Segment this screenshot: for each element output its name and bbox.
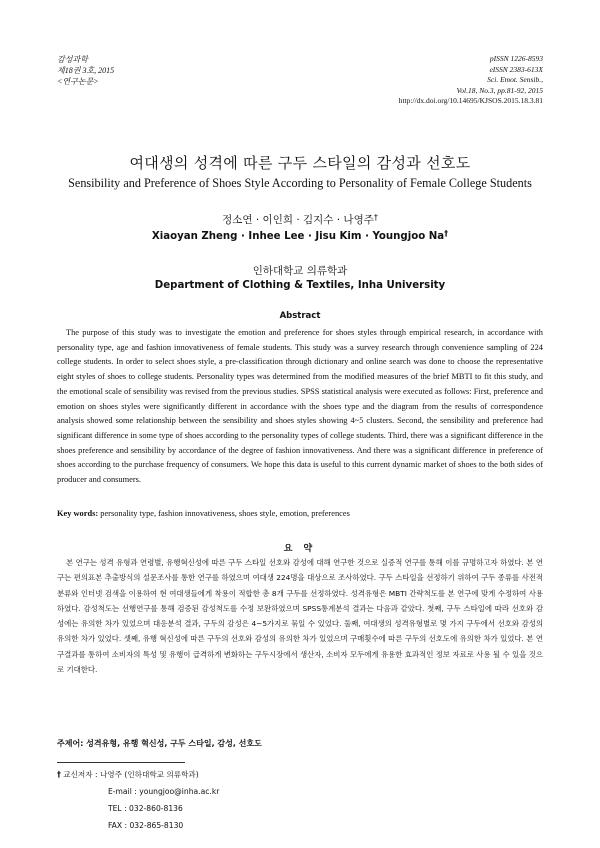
corresponding-author-mark-ko: † — [373, 213, 378, 222]
abstract-heading: Abstract — [279, 311, 321, 321]
keywords-label: Key words: — [57, 509, 99, 518]
eissn: eISSN 2383-613X — [489, 64, 543, 74]
pissn: pISSN 1226-8593 — [489, 54, 543, 63]
keywords-en — [57, 509, 543, 518]
dagger-mark: † — [57, 770, 61, 779]
keywords-list: personality type, fashion innovativeness, shoes style, emotion, preferences — [100, 509, 350, 518]
correspondence-author — [57, 766, 219, 783]
paper-title-ko: 여대생의 성격에 따른 구두 스타일의 감성과 선호도 — [129, 154, 471, 172]
journal-header-left — [57, 54, 114, 87]
footnote-divider — [57, 762, 185, 763]
journal-abbreviation: Sci. Emot. Sensib., — [487, 75, 543, 84]
volume-issue-ko: 제18권 3호, 2015 — [57, 66, 115, 75]
volume-pages-en: Vol.18, No.3, pp.81-92, 2015 — [456, 85, 543, 95]
corresponding-author-mark-en: † — [444, 229, 449, 238]
correspondence-email[interactable]: E-mail : youngjoo@inha.ac.kr — [108, 787, 220, 796]
journal-name-ko: 감성과학 — [57, 55, 88, 64]
affiliation-ko: 인하대학교 의류학과 — [252, 265, 348, 277]
paper-title-en: Sensibility and Preference of Shoes Style According to Personality of Female College Students — [68, 176, 532, 190]
correspondence-tel: TEL : 032-860-8136 — [108, 804, 183, 813]
authors-ko — [0, 212, 600, 227]
abstract-body: The purpose of this study was to investigate the emotion and preference for shoes styles through empirical research, in accordance with personality type, age and fashion innovativeness of female students. This study was a survey research through convenience sampling of 224 college students. In order to select shoes style, a pre-classification through dictionary and online search was done to choose the representative eight styles of shoes to college students. Personality types was determined from the modified measures of the brief MBTI to fit this study, and the emotional scale of sensibility was revised from the previous studies. SPSS statistical analysis were executed as follows: First, preference and emotion on shoes styles were significantly different in accordance with the shoes type and the diagram from the results of correspondence analysis showed some relationship between the sensibility and shoes styles showing 4~5 clusters. Second, the sensibility and preference had significant difference in some type of shoes according to the personality types of college students. Third, there was a significant difference in the shoes preference and sensibility by accordance of the degree of fashion innovativeness. And there was a significant difference in preference of shoes according to the purchase frequency of consumers. We hope this data is useful to this current dynamic market of shoes to the both sides of producer and consumers. — [57, 328, 543, 485]
journal-header-right — [399, 54, 543, 107]
summary-heading-ko: 요 약 — [283, 544, 317, 554]
authors-ko-names: 정소연 · 이인희 · 김지수 · 나영주 — [222, 214, 374, 226]
keywords-ko: 주제어: 성격유형, 유행 혁신성, 구두 스타일, 감성, 선호도 — [57, 739, 262, 748]
authors-en — [0, 229, 600, 242]
summary-body-ko: 본 연구는 성격 유형과 연령별, 유행혁신성에 따른 구두 스타일 선호와 감성에 대해 연구한 것으로 실증적 연구를 통해 이를 규명하고자 하였다. 본 연구는 편의표본 추출방식의 설문조사를 통한 연구를 하였으며 여대생 224명을 대상으로 조사하였다. 구두 스타일을 선정하기 위하여 구두 종류를 사전적 분류와 인터넷 검색을 이용하여 현 여대생들에게 착용이 적합한 총 8개 구두를 선정하였다. 성격유형은 MBTI 간략척도를 본 연구에 맞게 수정하여 사용하였다. 감성척도는 선행연구를 통해 검증된 감성척도를 수정 보완하였으며 SPSS통계분석 결과는 다음과 같았다. 첫째, 구두 스타일에 따라 선호와 감성에는 유의한 차가 있었으며 대응분석 결과, 구두의 감성은 4~5가지로 묶일 수 있었다. 둘째, 여대생의 성격유형별로 몇 가지 구두에서 선호와 감성의 유의한 차가 있었다. 셋째, 유행 혁신성에 따른 구두의 선호와 감성의 유의한 차가 있었으며 구매횟수에 따른 구두의 선호도에 유의한 차가 있었다. 본 연구결과를 통하여 소비자의 특성 및 유행이 급격하게 변화하는 구두시장에서 생산자, 소비자 모두에게 유용한 효과적인 정보 자료로 사용 될 수 있을 것으로 기대한다. — [57, 558, 543, 675]
article-type-ko: <연구논문> — [57, 77, 99, 86]
authors-en-names: Xiaoyan Zheng · Inhee Lee · Jisu Kim · Youngjoo Na — [151, 231, 445, 242]
correspondence-footnote — [57, 766, 219, 834]
correspondence-author-text: 교신저자 : 나영주 (인하대학교 의류학과) — [63, 770, 199, 779]
correspondence-fax: FAX : 032-865-8130 — [108, 821, 184, 830]
affiliation-en: Department of Clothing & Textiles, Inha University — [154, 280, 446, 291]
doi-link[interactable]: http://dx.doi.org/10.14695/KJSOS.2015.18.3.81 — [398, 96, 543, 105]
